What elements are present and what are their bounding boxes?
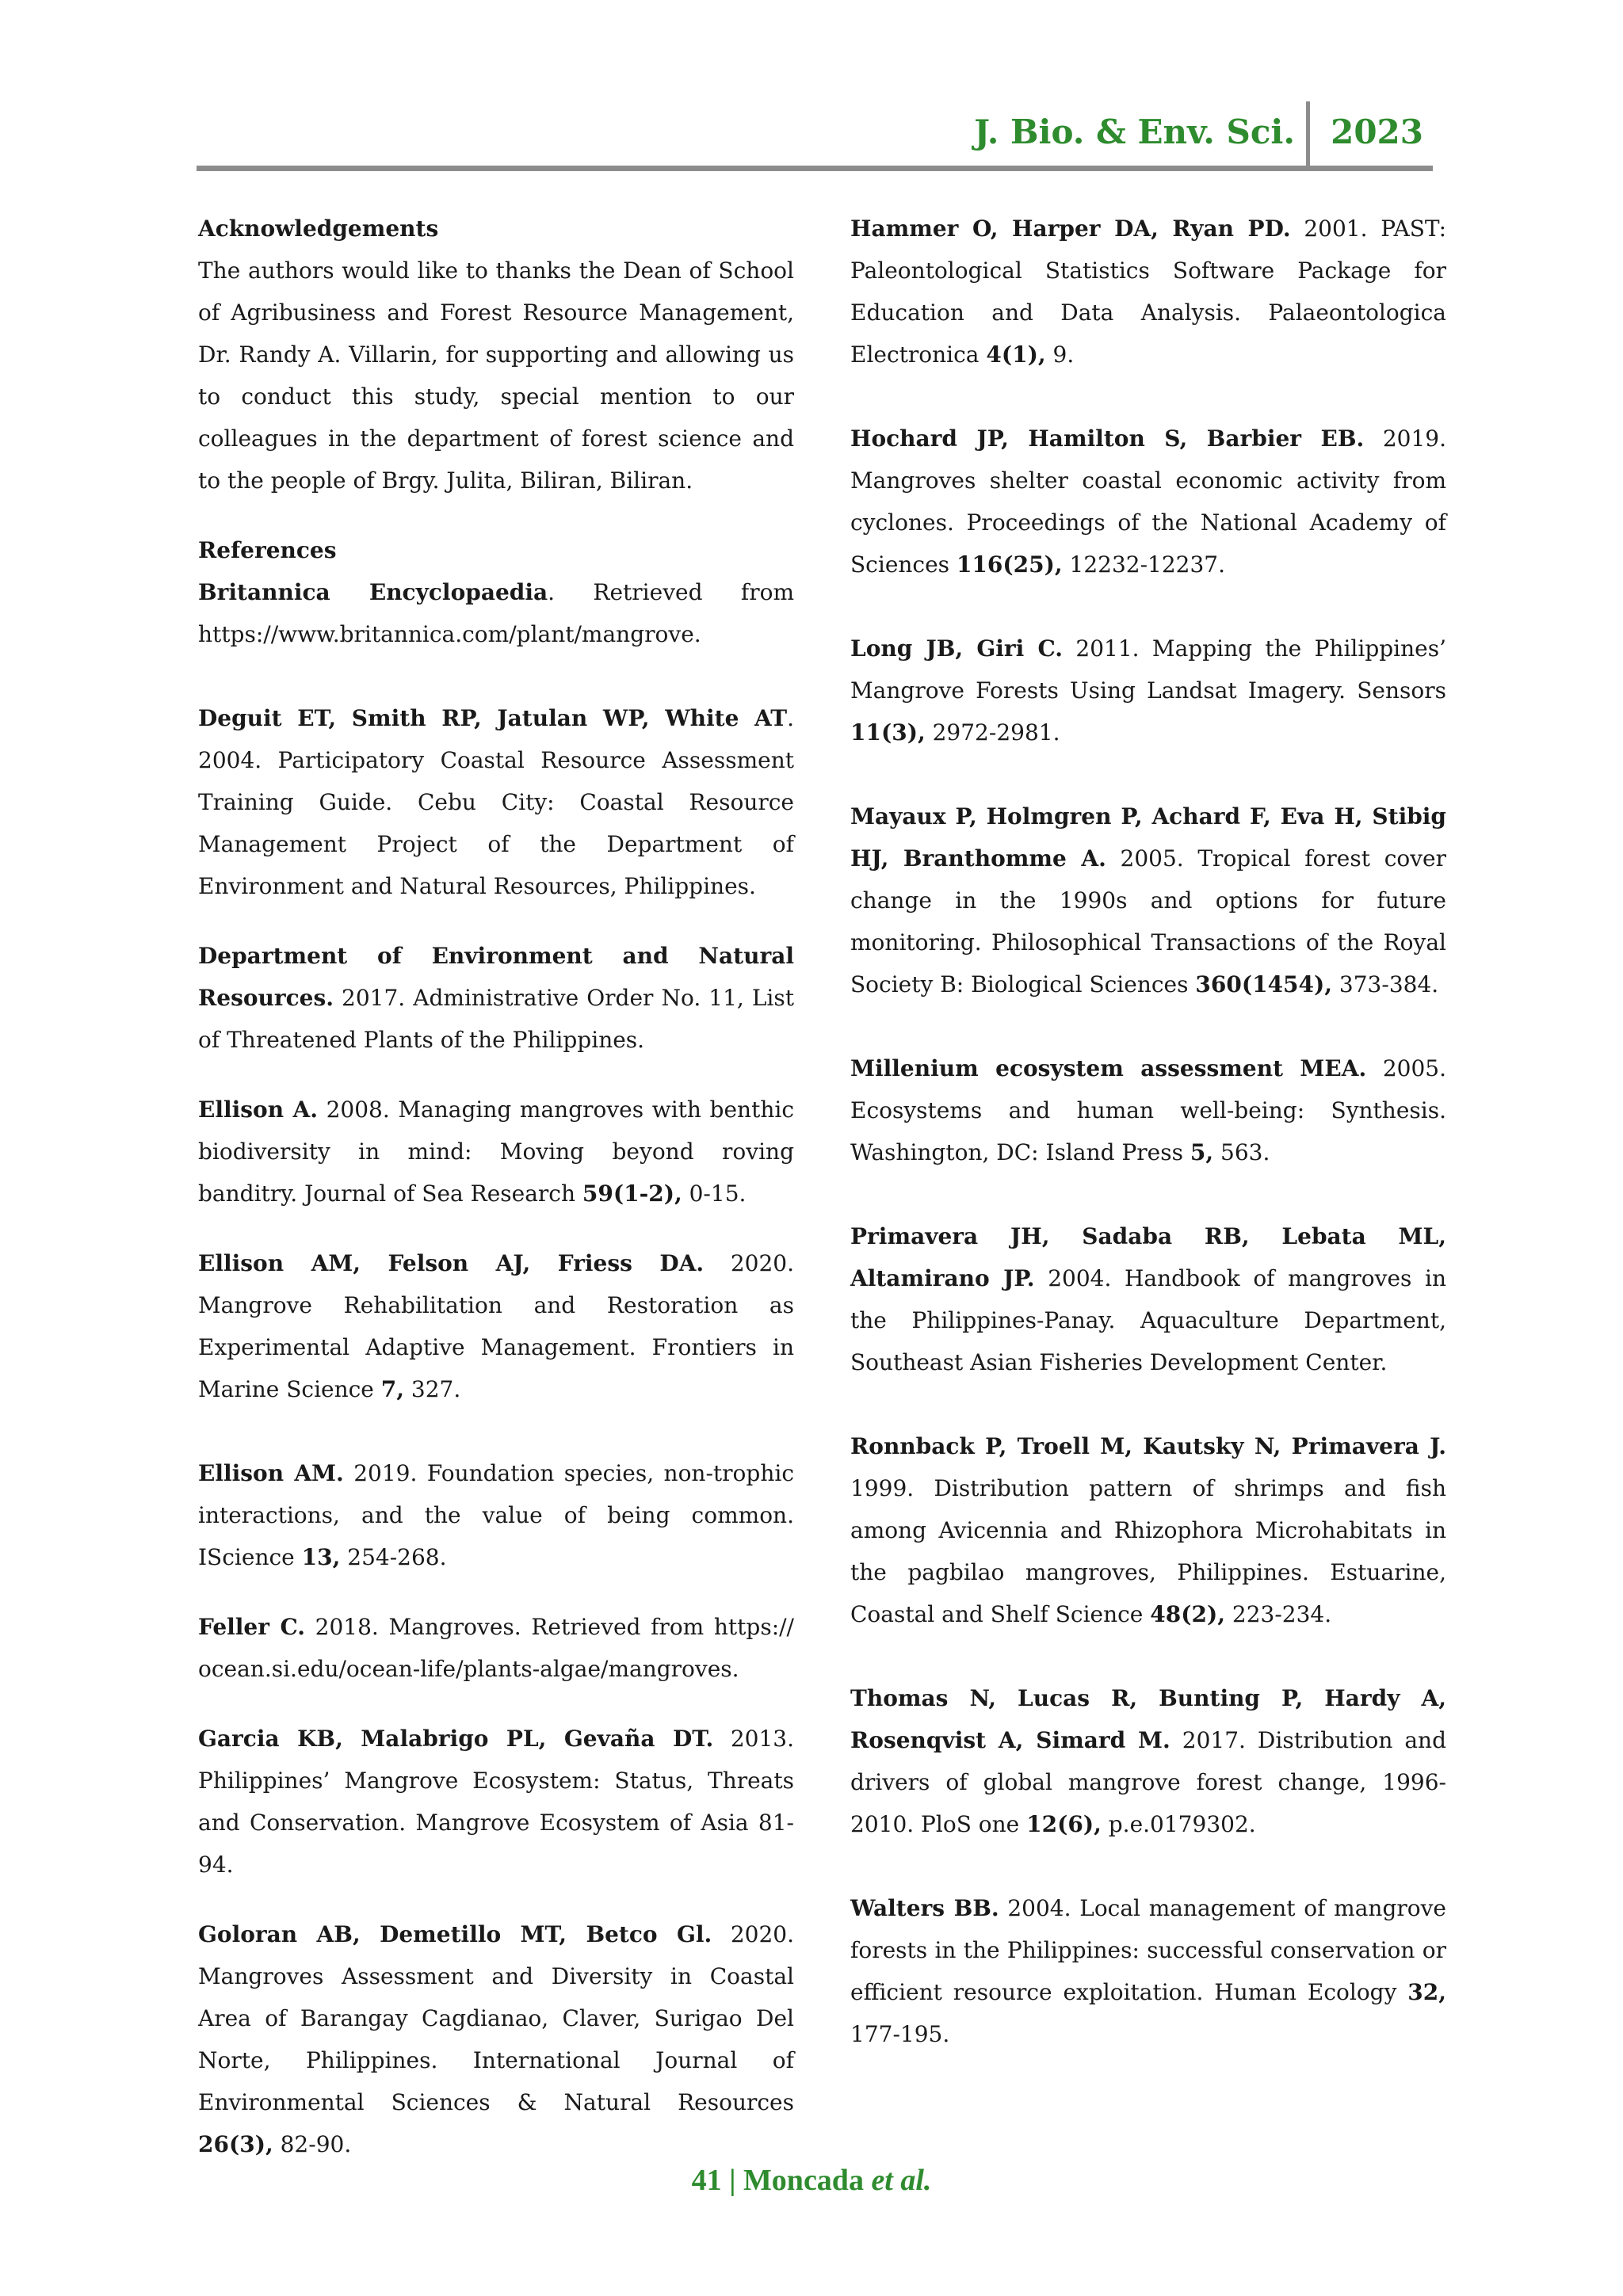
reference-entry	[198, 571, 794, 655]
reference-year: 2020.	[712, 1921, 794, 1947]
reference-pages: 82-90.	[273, 2131, 352, 2157]
reference-year: 2004.	[1034, 1265, 1112, 1291]
reference-year: 2018.	[305, 1614, 379, 1640]
running-header	[197, 105, 1433, 171]
reference-year: 2019.	[343, 1460, 418, 1486]
reference-volume: 116(25),	[956, 551, 1063, 578]
reference-year: 2005.	[1366, 1055, 1446, 1081]
reference-pages: p.e.0179302.	[1101, 1811, 1256, 1837]
acknowledgements-text: The authors would like to thanks the Dean of School of Agribusiness and Forest Resource Management, Dr. Randy A. Villarin, for supporting and allowing us to conduct this study, special mention to our colleagues in the department of forest science and to the people of Brgy. Julita, Biliran, Biliran.	[198, 257, 794, 494]
reference-list-right	[850, 208, 1446, 2055]
reference-pages: 254-268.	[340, 1544, 447, 1570]
reference-authors: Britannica Encyclopaedia	[198, 579, 548, 605]
reference-body: Philippines’ Mangrove Ecosystem: Status, Threats and Conservation. Mangrove Ecosystem of Asia 81-94.	[198, 1768, 794, 1878]
reference-body: Distribution and drivers of global mangrove forest change, 1996-2010. PloS one	[850, 1727, 1447, 1837]
reference-authors: Long JB, Giri C.	[850, 635, 1064, 662]
reference-pages: 0-15.	[682, 1180, 747, 1207]
left-column	[198, 208, 794, 2165]
reference-entry	[850, 1215, 1446, 1383]
reference-entry	[850, 418, 1446, 585]
reference-pages: 327.	[404, 1376, 461, 1402]
reference-body: Managing mangroves with benthic biodiversity in mind: Moving beyond roving banditry. Journal of Sea Research	[198, 1097, 794, 1207]
reference-year: 2017.	[1170, 1727, 1246, 1753]
reference-body: Handbook of mangroves in the Philippines-Panay. Aquaculture Department, Southeast Asian Fisheries Development Center.	[850, 1265, 1447, 1375]
reference-body: Mangroves shelter coastal economic activity from cyclones. Proceedings of the National Academy of Sciences	[850, 467, 1446, 578]
reference-year: 2019.	[1364, 425, 1446, 452]
reference-volume: 48(2),	[1150, 1601, 1225, 1627]
reference-authors: Mayaux P, Holmgren P, Achard F, Eva H, Stibig HJ, Branthomme A.	[850, 803, 1446, 871]
reference-volume: 12(6),	[1026, 1811, 1102, 1837]
reference-entry	[850, 1047, 1446, 1173]
reference-volume: 7,	[380, 1376, 405, 1402]
reference-volume: 4(1),	[986, 341, 1046, 368]
right-column	[850, 208, 1446, 2055]
reference-year: 2005.	[1106, 845, 1184, 871]
reference-entry	[198, 935, 794, 1061]
footer-etal: et al.	[871, 2164, 932, 2197]
reference-body: Mapping the Philippines’ Mangrove Forests Using Landsat Imagery. Sensors	[850, 635, 1447, 704]
reference-authors: Ellison A.	[198, 1097, 318, 1123]
reference-authors: Deguit ET, Smith RP, Jatulan WP, White AT	[198, 705, 788, 731]
reference-body: Tropical forest cover change in the 1990s and options for future monitoring. Philosophical Transactions of the Royal Society B: Biological Sciences	[850, 845, 1447, 997]
reference-year: 2008.	[317, 1097, 390, 1123]
reference-body: Administrative Order No. 11, List of Threatened Plants of the Philippines.	[198, 985, 795, 1053]
reference-year: 2017.	[334, 985, 406, 1011]
reference-volume: 5,	[1190, 1139, 1214, 1165]
reference-year: 2011.	[1063, 635, 1140, 662]
footer-separator: |	[721, 2164, 743, 2197]
reference-entry	[850, 627, 1446, 753]
reference-pages: 177-195.	[850, 2021, 950, 2047]
reference-authors: Primavera JH, Sadaba RB, Lebata ML, Altamirano JP.	[850, 1223, 1446, 1291]
reference-body: Mangroves Assessment and Diversity in Coastal Area of Barangay Cagdianao, Claver, Surigao Del Norte, Philippines. International Journal of Environmental Sciences & Natural Resources	[198, 1963, 794, 2115]
reference-entry	[850, 795, 1446, 1005]
reference-year: . 2004.	[198, 705, 794, 773]
reference-year: 1999.	[850, 1475, 915, 1501]
reference-authors: Department of Environment and Natural Resources.	[198, 943, 794, 1011]
reference-body: Local management of mangrove forests in the Philippines: successful conservation or efficient resource exploitation. Human Ecology	[850, 1895, 1446, 2005]
reference-volume: 360(1454),	[1195, 971, 1333, 997]
reference-entry	[198, 697, 794, 907]
reference-pages: 12232-12237.	[1062, 551, 1226, 578]
reference-entry	[198, 1242, 794, 1410]
reference-volume: 59(1-2),	[582, 1180, 682, 1207]
reference-authors: Ellison AM, Felson AJ, Friess DA.	[198, 1250, 705, 1276]
reference-list-left	[198, 571, 794, 2165]
reference-pages: 373-384.	[1332, 971, 1439, 997]
page-footer	[0, 2163, 1623, 2198]
reference-body: Participatory Coastal Resource Assessment Training Guide. Cebu City: Coastal Resource Management Project of the Department of Environment and Natural Resources, Philippines.	[198, 747, 794, 899]
reference-entry	[198, 1606, 794, 1690]
reference-volume: 11(3),	[850, 719, 926, 746]
reference-body: PAST: Paleontological Statistics Software Package for Education and Data Analysis. Palaeontologica Electronica	[850, 215, 1446, 368]
reference-entry	[850, 1677, 1446, 1845]
reference-volume: 32,	[1407, 1979, 1446, 2005]
reference-year: 2004.	[999, 1895, 1071, 1921]
reference-authors: Feller C.	[198, 1614, 306, 1640]
journal-name: J. Bio. & Env. Sci.	[974, 113, 1295, 151]
reference-authors: Thomas N, Lucas R, Bunting P, Hardy A, Rosenqvist A, Simard M.	[850, 1685, 1446, 1753]
header-rule	[197, 166, 1433, 171]
reference-year: 2020.	[704, 1250, 795, 1276]
reference-body: Ecosystems and human well-being: Synthesis. Washington, DC: Island Press	[850, 1097, 1446, 1165]
references-heading: References	[198, 537, 337, 563]
reference-entry	[850, 1425, 1446, 1635]
acknowledgements-heading: Acknowledgements	[198, 215, 439, 242]
reference-entry	[850, 208, 1446, 376]
reference-authors: Hochard JP, Hamilton S, Barbier EB.	[850, 425, 1365, 452]
reference-authors: Ellison AM.	[198, 1460, 344, 1486]
reference-year: . Retrieved from https://www.britannica.com/plant/mangrove.	[198, 579, 794, 647]
reference-year: 2013.	[713, 1726, 794, 1752]
reference-body: Mangroves. Retrieved from https:// ocean.si.edu/ocean-life/plants-algae/mangroves.	[198, 1614, 794, 1682]
reference-pages: 2972-2981.	[925, 719, 1060, 746]
journal-year: 2023	[1331, 113, 1423, 151]
reference-entry	[198, 1913, 794, 2165]
footer-author: Moncada	[743, 2164, 872, 2197]
reference-volume: 26(3),	[198, 2131, 273, 2157]
reference-body: Foundation species, non-trophic interactions, and the value of being common. IScience	[198, 1460, 795, 1570]
reference-authors: Garcia KB, Malabrigo PL, Gevaña DT.	[198, 1726, 714, 1752]
reference-body: Distribution pattern of shrimps and fish among Avicennia and Rhizophora Microhabitats in the pagbilao mangroves, Philippines. Estuarine, Coastal and Shelf Science	[850, 1475, 1446, 1627]
reference-authors: Walters BB.	[850, 1895, 999, 1921]
reference-entry	[198, 1089, 794, 1215]
header-separator	[1306, 101, 1310, 171]
reference-body: Mangrove Rehabilitation and Restoration as Experimental Adaptive Management. Frontiers in Marine Science	[198, 1292, 794, 1402]
reference-pages: 563.	[1213, 1139, 1270, 1165]
reference-entry	[198, 1718, 794, 1886]
reference-authors: Hammer O, Harper DA, Ryan PD.	[850, 215, 1291, 242]
reference-authors: Ronnback P, Troell M, Kautsky N, Primavera J.	[850, 1433, 1446, 1459]
reference-entry	[198, 1452, 794, 1578]
reference-authors: Millenium ecosystem assessment MEA.	[850, 1055, 1367, 1081]
reference-authors: Goloran AB, Demetillo MT, Betco Gl.	[198, 1921, 712, 1947]
reference-entry	[850, 1887, 1446, 2055]
reference-pages: 223-234.	[1224, 1601, 1332, 1627]
reference-year: 2001.	[1290, 215, 1368, 242]
page-number: 41	[691, 2164, 722, 2197]
reference-pages: 9.	[1045, 341, 1075, 368]
reference-volume: 13,	[301, 1544, 341, 1570]
